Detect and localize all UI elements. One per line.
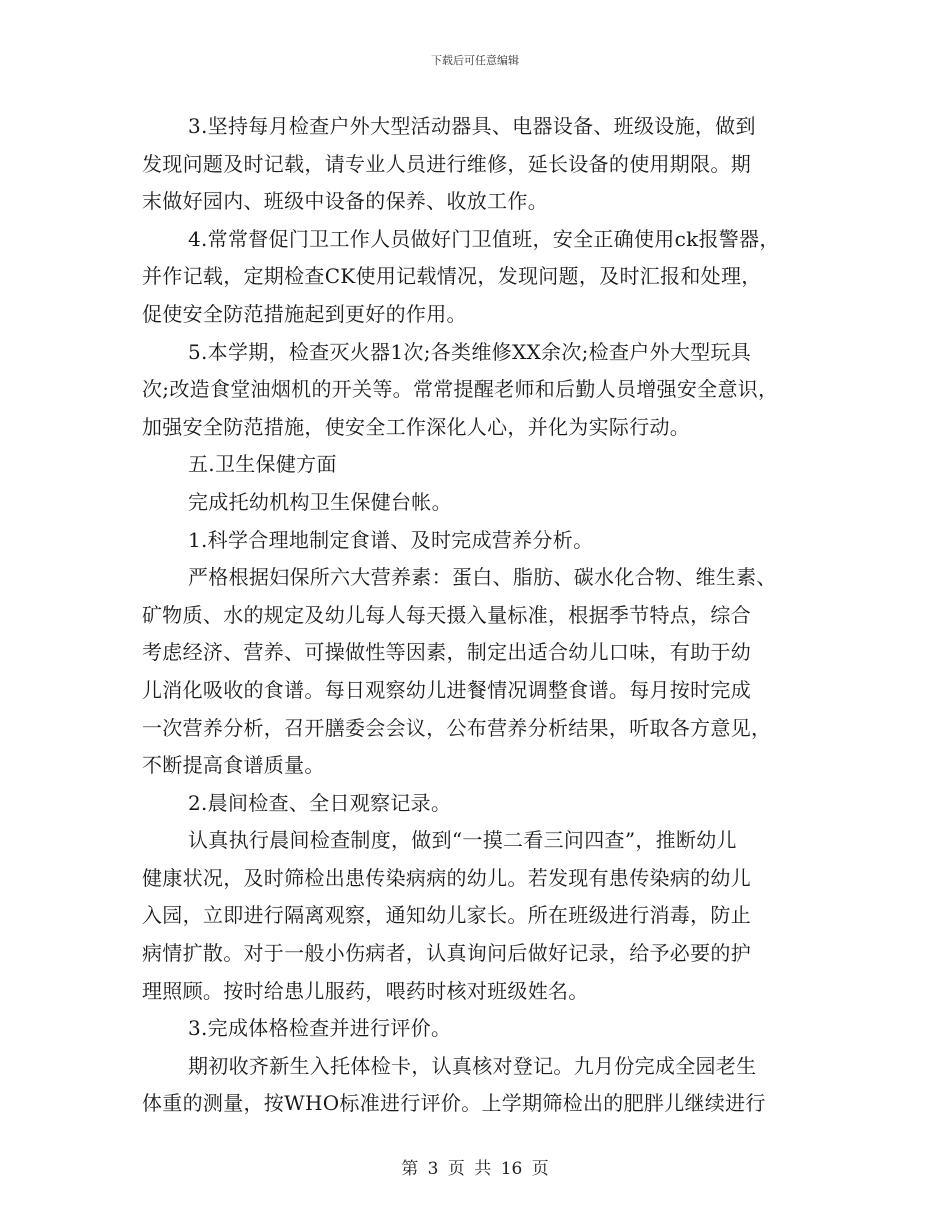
document-body [142,108,822,1123]
page-header: 下载后可任意编辑 [431,54,519,67]
text-line: 五.卫生保健方面 [188,452,337,477]
text-line: 促使安全防范措施起到更好的作用。 [142,301,467,326]
text-line: 4.常常督促门卫工作人员做好门卫值班，安全正确使用ck报警器， [188,226,780,251]
text-line: 严格根据妇保所六大营养素：蛋白、脂肪、碳水化合物、维生素、 [188,565,777,590]
page-footer: 第 3 页 共 16 页 [401,1159,549,1179]
text-line: 末做好园内、班级中设备的保养、收放工作。 [142,189,548,214]
text-line: 并作记载，定期检查CK使用记载情况，发现问题，及时汇报和处理， [142,264,762,289]
text-line: 3.坚持每月检查户外大型活动器具、电器设备、班级设施，做到 [188,114,756,138]
text-line: 完成托幼机构卫生保健台帐。 [188,489,452,514]
text-line: 儿消化吸收的食谱。每日观察幼儿进餐情况调整食谱。每月按时完成 [142,677,751,702]
text-line: 2.晨间检查、全日观察记录。 [188,790,452,815]
text-line: 理照顾。按时给患儿服药，喂药时核对班级姓名。 [142,978,589,1003]
text-line: 健康状况，及时筛检出患传染病病的幼儿。若发现有患传染病的幼儿 [142,865,751,890]
text-line: 考虑经济、营养、可操做性等因素，制定出适合幼儿口味，有助于幼 [142,640,751,665]
text-line: 加强安全防范措施，使安全工作深化人心，并化为实际行动。 [142,414,691,439]
text-line: 认真执行晨间检查制度，做到“一摸二看三问四查”，推断幼儿 [188,828,737,853]
text-line: 病情扩散。对于一般小伤病者，认真询问后做好记录，给予必要的护 [142,941,751,966]
text-line: 矿物质、水的规定及幼儿每人每天摄入量标准，根据季节特点，综合 [142,602,751,627]
text-line: 一次营养分析，召开膳委会会议，公布营养分析结果，听取各方意见， [142,715,772,740]
text-line: 发现问题及时记载，请专业人员进行维修，延长设备的使用期限。期 [142,151,751,176]
text-line: 体重的测量，按WHO标准进行评价。上学期筛检出的肥胖儿继续进行 [142,1091,766,1116]
text-line: 入园，立即进行隔离观察，通知幼儿家长。所在班级进行消毒，防止 [142,903,751,928]
text-line: 3.完成体格检查并进行评价。 [188,1016,452,1041]
text-line: 不断提高食谱质量。 [142,753,325,778]
text-line: 期初收齐新生入托体检卡，认真核对登记。九月份完成全园老生 [188,1053,757,1078]
text-line: 1.科学合理地制定食谱、及时完成营养分析。 [188,527,594,552]
text-line: 5.本学期，检查灭火器1次;各类维修XX余次;检查户外大型玩具 [188,339,752,364]
text-line: 次;改造食堂油烟机的开关等。常常提醒老师和后勤人员增强安全意识， [142,377,779,402]
